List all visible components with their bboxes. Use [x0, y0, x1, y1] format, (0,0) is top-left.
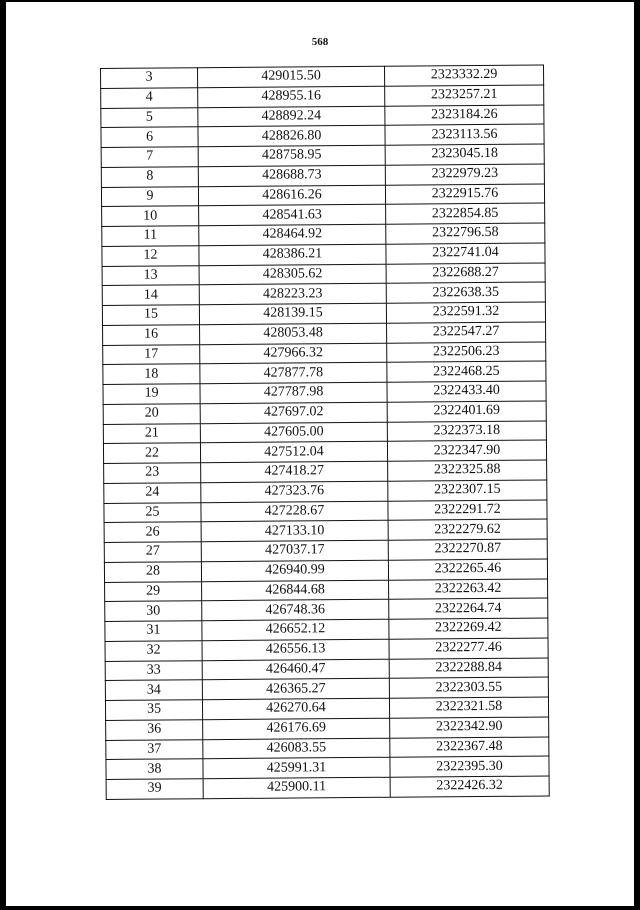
page-number: 568 — [311, 36, 329, 48]
point-number-cell: 10 — [102, 206, 199, 227]
point-number-cell: 16 — [103, 324, 200, 345]
x-coordinate-cell: 426940.99 — [201, 560, 388, 581]
y-coordinate-cell: 2322342.90 — [390, 717, 549, 738]
point-number-cell: 32 — [105, 640, 202, 661]
y-coordinate-cell: 2322269.42 — [389, 618, 548, 639]
point-number-cell: 11 — [102, 226, 199, 247]
x-coordinate-cell: 428541.63 — [199, 205, 386, 226]
y-coordinate-cell: 2323045.18 — [385, 144, 544, 165]
y-coordinate-cell: 2322591.32 — [386, 302, 545, 323]
y-coordinate-cell: 2322979.23 — [385, 164, 544, 185]
x-coordinate-cell: 426270.64 — [202, 698, 389, 719]
x-coordinate-cell: 427037.17 — [201, 540, 388, 561]
point-number-cell: 7 — [101, 147, 198, 168]
y-coordinate-cell: 2322347.90 — [387, 440, 546, 461]
x-coordinate-cell: 425991.31 — [203, 757, 390, 778]
point-number-cell: 28 — [104, 561, 201, 582]
y-coordinate-cell: 2322307.15 — [388, 480, 547, 501]
point-number-cell: 24 — [104, 482, 201, 503]
point-number-cell: 19 — [103, 384, 200, 405]
y-coordinate-cell: 2322915.76 — [385, 184, 544, 205]
point-number-cell: 33 — [105, 660, 202, 681]
x-coordinate-cell: 426844.68 — [202, 580, 389, 601]
x-coordinate-cell: 427133.10 — [201, 521, 388, 542]
y-coordinate-cell: 2322325.88 — [388, 460, 547, 481]
x-coordinate-cell: 426748.36 — [202, 599, 389, 620]
y-coordinate-cell: 2322303.55 — [389, 677, 548, 698]
point-number-cell: 4 — [101, 87, 198, 108]
y-coordinate-cell: 2322373.18 — [387, 421, 546, 442]
x-coordinate-cell: 426652.12 — [202, 619, 389, 640]
point-number-cell: 39 — [106, 779, 203, 800]
y-coordinate-cell: 2322288.84 — [389, 657, 548, 678]
y-coordinate-cell: 2323184.26 — [385, 105, 544, 126]
y-coordinate-cell: 2322321.58 — [389, 697, 548, 718]
x-coordinate-cell: 426460.47 — [202, 659, 389, 680]
x-coordinate-cell: 428758.95 — [198, 145, 385, 166]
point-number-cell: 27 — [104, 542, 201, 563]
y-coordinate-cell: 2322395.30 — [390, 756, 549, 777]
point-number-cell: 12 — [102, 245, 199, 266]
x-coordinate-cell: 427323.76 — [201, 481, 388, 502]
y-coordinate-cell: 2322433.40 — [387, 381, 546, 402]
y-coordinate-cell: 2322796.58 — [386, 223, 545, 244]
x-coordinate-cell: 427787.98 — [200, 382, 387, 403]
x-coordinate-cell: 427697.02 — [200, 402, 387, 423]
x-coordinate-cell: 427877.78 — [200, 363, 387, 384]
point-number-cell: 38 — [106, 759, 203, 780]
x-coordinate-cell: 428305.62 — [199, 264, 386, 285]
point-number-cell: 35 — [105, 700, 202, 721]
x-coordinate-cell: 428955.16 — [198, 86, 385, 107]
point-number-cell: 21 — [103, 423, 200, 444]
y-coordinate-cell: 2322741.04 — [386, 243, 545, 264]
y-coordinate-cell: 2322264.74 — [389, 598, 548, 619]
x-coordinate-cell: 426365.27 — [202, 678, 389, 699]
y-coordinate-cell: 2322270.87 — [388, 539, 547, 560]
y-coordinate-cell: 2322547.27 — [387, 322, 546, 343]
x-coordinate-cell: 428826.80 — [198, 126, 385, 147]
y-coordinate-cell: 2322367.48 — [390, 736, 549, 757]
y-coordinate-cell: 2322688.27 — [386, 263, 545, 284]
x-coordinate-cell: 428688.73 — [198, 165, 385, 186]
x-coordinate-cell: 427966.32 — [200, 343, 387, 364]
x-coordinate-cell: 427605.00 — [200, 422, 387, 443]
point-number-cell: 20 — [103, 403, 200, 424]
x-coordinate-cell: 427512.04 — [200, 442, 387, 463]
x-coordinate-cell: 427228.67 — [201, 501, 388, 522]
x-coordinate-cell: 426556.13 — [202, 639, 389, 660]
y-coordinate-cell: 2322291.72 — [388, 500, 547, 521]
x-coordinate-cell: 428223.23 — [199, 284, 386, 305]
y-coordinate-cell: 2322279.62 — [388, 519, 547, 540]
coordinate-table-body — [101, 65, 550, 799]
point-number-cell: 37 — [106, 739, 203, 760]
y-coordinate-cell: 2322468.25 — [387, 361, 546, 382]
y-coordinate-cell: 2323332.29 — [384, 65, 543, 86]
point-number-cell: 34 — [105, 680, 202, 701]
table-row — [106, 776, 549, 799]
point-number-cell: 17 — [103, 344, 200, 365]
point-number-cell: 26 — [104, 522, 201, 543]
x-coordinate-cell: 428616.26 — [198, 185, 385, 206]
y-coordinate-cell: 2322854.85 — [386, 203, 545, 224]
x-coordinate-cell: 428464.92 — [199, 224, 386, 245]
point-number-cell: 8 — [101, 166, 198, 187]
y-coordinate-cell: 2322263.42 — [389, 579, 548, 600]
x-coordinate-cell: 426083.55 — [203, 738, 390, 759]
point-number-cell: 15 — [102, 305, 199, 326]
document-page — [6, 2, 634, 906]
y-coordinate-cell: 2322638.35 — [386, 282, 545, 303]
point-number-cell: 13 — [102, 265, 199, 286]
x-coordinate-cell: 425900.11 — [203, 777, 390, 798]
y-coordinate-cell: 2323113.56 — [385, 124, 544, 145]
point-number-cell: 31 — [105, 621, 202, 642]
x-coordinate-cell: 428053.48 — [200, 323, 387, 344]
y-coordinate-cell: 2322506.23 — [387, 342, 546, 363]
point-number-cell: 14 — [102, 285, 199, 306]
x-coordinate-cell: 428892.24 — [198, 106, 385, 127]
x-coordinate-cell: 426176.69 — [203, 718, 390, 739]
point-number-cell: 29 — [105, 581, 202, 602]
point-number-cell: 22 — [103, 443, 200, 464]
point-number-cell: 5 — [101, 107, 198, 128]
y-coordinate-cell: 2322426.32 — [390, 776, 549, 797]
point-number-cell: 36 — [106, 719, 203, 740]
point-number-cell: 30 — [105, 601, 202, 622]
x-coordinate-cell: 427418.27 — [201, 461, 388, 482]
point-number-cell: 9 — [101, 186, 198, 207]
y-coordinate-cell: 2323257.21 — [385, 85, 544, 106]
coordinate-table-wrapper — [100, 65, 550, 800]
y-coordinate-cell: 2322265.46 — [388, 559, 547, 580]
x-coordinate-cell: 428386.21 — [199, 244, 386, 265]
y-coordinate-cell: 2322277.46 — [389, 638, 548, 659]
y-coordinate-cell: 2322401.69 — [387, 401, 546, 422]
point-number-cell: 3 — [101, 68, 198, 89]
point-number-cell: 23 — [104, 463, 201, 484]
point-number-cell: 18 — [103, 364, 200, 385]
coordinate-table — [100, 65, 550, 800]
x-coordinate-cell: 428139.15 — [199, 303, 386, 324]
x-coordinate-cell: 429015.50 — [198, 66, 385, 87]
point-number-cell: 6 — [101, 127, 198, 148]
point-number-cell: 25 — [104, 502, 201, 523]
